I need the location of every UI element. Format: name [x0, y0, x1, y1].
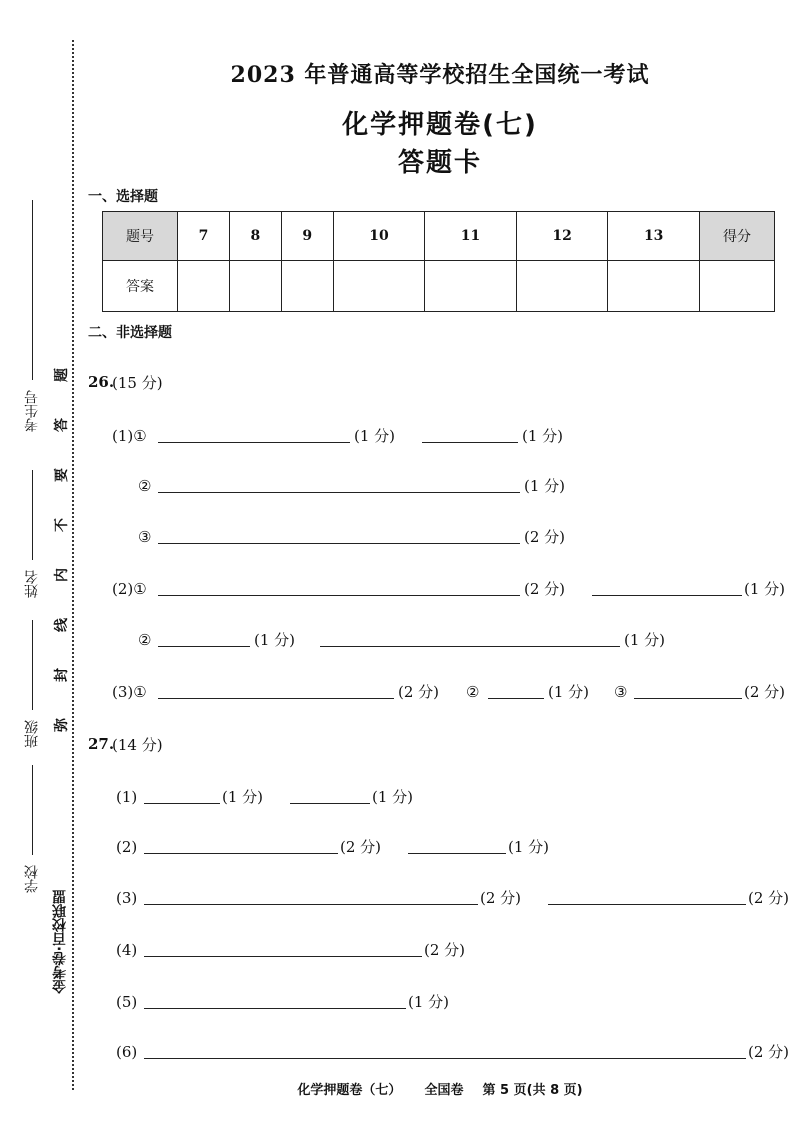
q26-score: (15 分) [112, 374, 163, 392]
q27-3-score-b: (2 分) [748, 889, 790, 907]
name-field [18, 470, 48, 620]
answer-cell[interactable] [516, 261, 608, 312]
q26-3-3-label: ③ [614, 683, 628, 701]
question-number-cell: 7 [178, 212, 230, 261]
brand-label: 金考卷·百校联盟 [52, 890, 68, 994]
q26-2-1-label: (2)① [112, 580, 147, 598]
q27-1-label: (1) [116, 788, 138, 806]
q26-2-2-blank-b[interactable] [320, 646, 620, 647]
question-number-cell: 9 [281, 212, 333, 261]
q27-score: (14 分) [112, 736, 163, 754]
q27-5-score: (1 分) [408, 993, 450, 1011]
answer-cell[interactable] [333, 261, 425, 312]
score-cell[interactable] [700, 261, 775, 312]
score-header: 得分 [700, 212, 775, 261]
seal-word: 弥 [54, 718, 70, 732]
footer-scope: 全国卷 [424, 1083, 464, 1098]
q27-2-score-a: (2 分) [340, 838, 382, 856]
seal-word: 内 [54, 568, 70, 582]
q27-6-blank[interactable] [144, 1058, 746, 1059]
school-field [18, 765, 48, 905]
section2-title: 二、非选择题 [88, 325, 172, 341]
class-blank[interactable] [32, 620, 33, 710]
q26-1-2-label: ② [138, 477, 152, 495]
answer-cell[interactable] [608, 261, 700, 312]
answer-cell[interactable] [425, 261, 517, 312]
answer-cell[interactable] [178, 261, 230, 312]
answer-cell[interactable] [281, 261, 333, 312]
q26-2-2-blank-a[interactable] [158, 646, 250, 647]
question-number-cell: 11 [425, 212, 517, 261]
q27-4-label: (4) [116, 941, 138, 959]
question-number-cell: 8 [229, 212, 281, 261]
q26-1-3-blank[interactable] [158, 543, 520, 544]
footer-paper: 化学押题卷（七） [297, 1083, 402, 1098]
q27-2-label: (2) [116, 838, 138, 856]
q26-1-2-score: (1 分) [524, 477, 566, 495]
q26-3-2-label: ② [466, 683, 480, 701]
q27-title: 27. [88, 735, 115, 753]
q26-2-1-score-a: (2 分) [524, 580, 566, 598]
q27-3-score-a: (2 分) [480, 889, 522, 907]
q27-1-score-b: (1 分) [372, 788, 414, 806]
q26-1-1-blank-b[interactable] [422, 442, 518, 443]
table-row [103, 261, 775, 312]
q26-2-2-score-b: (1 分) [624, 631, 666, 649]
q26-3-3-blank[interactable] [634, 698, 742, 699]
section1-title: 一、选择题 [88, 189, 158, 205]
q26-2-1-blank-b[interactable] [592, 595, 742, 596]
q27-3-label: (3) [116, 889, 138, 907]
q26-1-3-score: (2 分) [524, 528, 566, 546]
name-blank[interactable] [32, 470, 33, 560]
q27-3-blank-a[interactable] [144, 904, 478, 905]
footer-page: 第 5 页(共 8 页) [482, 1083, 583, 1098]
card-title: 答题卡 [397, 148, 482, 178]
name-label: 姓名 [24, 570, 40, 598]
q26-3-3-score: (2 分) [744, 683, 786, 701]
q26-2-1-blank-a[interactable] [158, 595, 520, 596]
q26-2-2-label: ② [138, 631, 152, 649]
class-field [18, 620, 48, 760]
school-label: 学校 [24, 865, 40, 893]
question-number-cell: 12 [516, 212, 608, 261]
seal-word: 线 [54, 618, 70, 632]
seal-word: 封 [54, 668, 70, 682]
school-blank[interactable] [32, 765, 33, 855]
q26-1-1-score-b: (1 分) [522, 427, 564, 445]
q27-4-score: (2 分) [424, 941, 466, 959]
q27-2-blank-b[interactable] [408, 853, 506, 854]
q26-2-1-score-b: (1 分) [744, 580, 786, 598]
q27-1-blank-b[interactable] [290, 803, 370, 804]
q26-1-1-blank-a[interactable] [158, 442, 350, 443]
q27-5-blank[interactable] [144, 1008, 406, 1009]
binding-dotted-line [72, 40, 74, 1090]
exam-number-blank[interactable] [32, 200, 33, 380]
q27-6-label: (6) [116, 1043, 138, 1061]
question-number-cell: 10 [333, 212, 425, 261]
q26-3-2-score: (1 分) [548, 683, 590, 701]
exam-number-field [18, 200, 48, 460]
seal-word: 不 [54, 518, 70, 532]
footer [0, 1079, 800, 1098]
question-number-header: 题号 [103, 212, 178, 261]
q26-1-1-score-a: (1 分) [354, 427, 396, 445]
choice-answer-table [102, 211, 775, 312]
q27-4-blank[interactable] [144, 956, 422, 957]
paper-title: 化学押题卷(七) [342, 110, 538, 140]
seal-word: 答 [54, 418, 70, 432]
q27-5-label: (5) [116, 993, 138, 1011]
q27-1-blank-a[interactable] [144, 803, 220, 804]
seal-word: 题 [54, 368, 70, 382]
class-label: 班级 [24, 720, 40, 748]
q26-2-2-score-a: (1 分) [254, 631, 296, 649]
q27-2-blank-a[interactable] [144, 853, 338, 854]
q26-3-1-label: (3)① [112, 683, 147, 701]
q27-1-score-a: (1 分) [222, 788, 264, 806]
answer-cell[interactable] [229, 261, 281, 312]
exam-title: 2023 年普通高等学校招生全国统一考试 [230, 62, 650, 88]
q27-6-score: (2 分) [748, 1043, 790, 1061]
seal-word: 要 [54, 468, 70, 482]
q26-3-1-score: (2 分) [398, 683, 440, 701]
q27-3-blank-b[interactable] [548, 904, 746, 905]
table-row [103, 212, 775, 261]
q26-title: 26. [88, 373, 115, 391]
q26-1-3-label: ③ [138, 528, 152, 546]
question-number-cell: 13 [608, 212, 700, 261]
q26-3-2-blank[interactable] [488, 698, 544, 699]
q27-2-score-b: (1 分) [508, 838, 550, 856]
q26-1-1-label: (1)① [112, 427, 147, 445]
q26-3-1-blank[interactable] [158, 698, 394, 699]
q26-1-2-blank[interactable] [158, 492, 520, 493]
exam-number-label: 考生号 [24, 390, 40, 432]
answer-row-header: 答案 [103, 261, 178, 312]
